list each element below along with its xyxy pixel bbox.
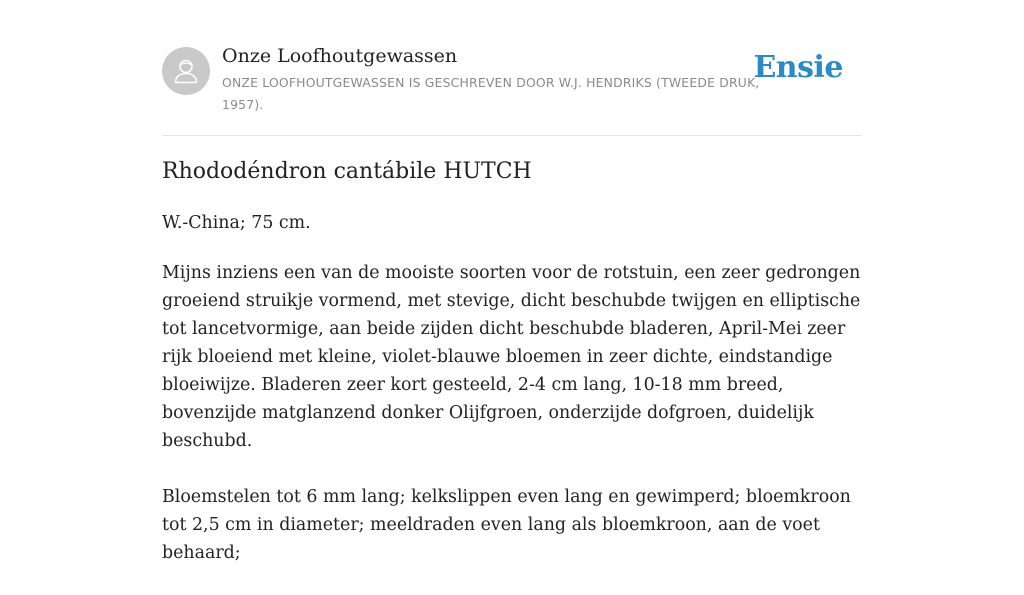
avatar[interactable] — [162, 47, 210, 95]
entry-origin: W.-China; 75 cm. — [162, 213, 311, 233]
entry-title: Rhododéndron cantábile HUTCH — [162, 159, 532, 184]
entry-body — [162, 259, 872, 595]
ensie-logo[interactable]: Ensie — [753, 50, 843, 85]
content-container — [162, 0, 862, 563]
book-header — [162, 0, 862, 136]
book-subtitle: ONZE LOOFHOUTGEWASSEN IS GESCHREVEN DOOR W.J. HENDRIKS (TWEEDE DRUK, 1957). — [222, 75, 760, 112]
entry-paragraph: Mijns inziens een van de mooiste soorten voor de rotstuin, een zeer gedrongen groeiend struikje vormend, met stevige, dicht beschubde twijgen en elliptische tot lancetvormige, aan beide zijden dicht beschubde bladeren, April-Mei zeer rijk bloeiend met kleine, violet-blauwe bloemen in zeer dichte, eindstandige bloeiwijze. Bladeren zeer kort gesteeld, 2-4 cm lang, 10-18 mm breed, bovenzijde matglanzend donker Olijfgroen, onderzijde dofgroen, duidelijk beschubd. — [162, 263, 861, 451]
book-title[interactable]: Onze Loofhoutgewassen — [222, 45, 458, 67]
entry-paragraph: Bloemstelen tot 6 mm lang; kelkslippen even lang en gewimperd; bloemkroon tot 2,5 cm in diameter; meeldraden even lang als bloemkroon, aan de voet behaard; — [162, 487, 851, 563]
user-icon — [162, 47, 210, 95]
